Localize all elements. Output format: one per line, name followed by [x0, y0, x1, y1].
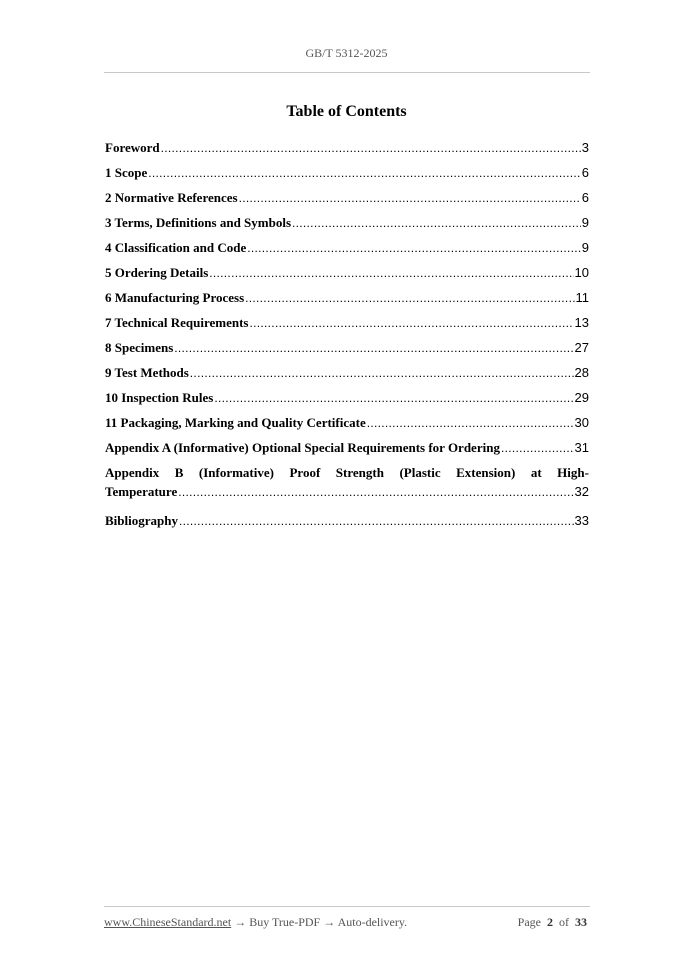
toc-word: B	[174, 465, 184, 480]
page-number	[518, 915, 587, 930]
toc-entry-page: 11	[575, 290, 589, 305]
toc-entry-label: 9 Test Methods	[105, 365, 189, 380]
toc-entry-page: 3	[581, 140, 589, 155]
toc-entry-page: 9	[581, 240, 589, 255]
toc-word: (Informative)	[198, 465, 274, 480]
dot-leader	[239, 190, 581, 206]
toc-entry-page: 10	[574, 265, 589, 280]
promo-text: → Buy True-PDF → Auto-delivery.	[231, 915, 408, 929]
of-word: of	[559, 915, 569, 929]
toc-entry-normative-references[interactable]	[105, 189, 589, 214]
toc-entry-label: 11 Packaging, Marking and Quality Certificate	[105, 415, 366, 430]
dot-leader	[179, 513, 574, 529]
dot-leader	[148, 165, 581, 181]
toc-entry-label: 2 Normative References	[105, 190, 238, 205]
toc-word: Strength	[335, 465, 384, 480]
toc-word: at	[530, 465, 542, 480]
toc-entry-page: 6	[581, 165, 589, 180]
toc-word: (Plastic	[399, 465, 441, 480]
dot-leader	[161, 140, 581, 156]
site-link[interactable]: www.ChineseStandard.net	[104, 915, 232, 929]
dot-leader	[501, 440, 574, 456]
toc-entry-manufacturing-process[interactable]	[105, 289, 589, 314]
dot-leader	[247, 240, 581, 256]
toc-entry-label: 1 Scope	[105, 165, 148, 180]
toc-entry-page: 31	[574, 440, 589, 455]
toc-entry-label: Appendix A (Informative) Optional Special Requirements for Ordering	[105, 440, 500, 455]
page-footer	[104, 915, 587, 930]
toc-entry-label: 6 Manufacturing Process	[105, 290, 245, 305]
toc-title: Table of Contents	[286, 103, 407, 120]
dot-leader	[190, 365, 574, 381]
toc-entry-page: 33	[574, 513, 589, 528]
toc-entry-label-line-1	[105, 464, 589, 483]
toc-entry-page: 32	[574, 484, 589, 499]
footer-promo	[104, 915, 407, 930]
dot-leader	[367, 415, 574, 431]
toc-word: Proof	[289, 465, 321, 480]
toc-entry-terms-definitions[interactable]	[105, 214, 589, 239]
toc-entry-label: 5 Ordering Details	[105, 265, 209, 280]
toc-entry-label: 10 Inspection Rules	[105, 390, 214, 405]
toc-entry-technical-requirements[interactable]	[105, 314, 589, 339]
toc-list	[105, 139, 589, 537]
toc-entry-page: 6	[581, 190, 589, 205]
toc-entry-label: 7 Technical Requirements	[105, 315, 249, 330]
dot-leader	[174, 340, 573, 356]
page-word: Page	[517, 915, 541, 929]
toc-word: High-	[557, 465, 589, 480]
toc-entry-page: 9	[581, 215, 589, 230]
toc-entry-inspection-rules[interactable]	[105, 389, 589, 414]
toc-word: Appendix	[105, 465, 160, 480]
toc-entry-page: 28	[574, 365, 589, 380]
header-divider	[104, 72, 590, 73]
toc-entry-scope[interactable]	[105, 164, 589, 189]
total-pages: 33	[575, 915, 587, 929]
dot-leader	[245, 290, 574, 306]
toc-entry-label: 8 Specimens	[105, 340, 174, 355]
dot-leader	[250, 315, 574, 331]
toc-entry-label: Bibliography	[105, 513, 178, 528]
toc-entry-packaging-marking[interactable]	[105, 414, 589, 439]
toc-entry-page: 13	[574, 315, 589, 330]
toc-entry-page: 29	[574, 390, 589, 405]
toc-entry-page: 30	[574, 415, 589, 430]
dot-leader	[178, 484, 573, 500]
toc-entry-label: 4 Classification and Code	[105, 240, 247, 255]
toc-entry-appendix-b[interactable]	[105, 464, 589, 512]
toc-entry-label-line-2: Temperature	[105, 484, 178, 499]
toc-entry-test-methods[interactable]	[105, 364, 589, 389]
document-code-header: GB/T 5312-2025	[305, 46, 388, 60]
toc-entry-bibliography[interactable]	[105, 512, 589, 537]
dot-leader	[292, 215, 581, 231]
toc-entry-appendix-a[interactable]	[105, 439, 589, 464]
toc-entry-label: Foreword	[105, 140, 160, 155]
footer-divider	[104, 906, 590, 907]
toc-word: Extension)	[456, 465, 516, 480]
toc-entry-specimens[interactable]	[105, 339, 589, 364]
toc-entry-ordering-details[interactable]	[105, 264, 589, 289]
current-page: 2	[547, 915, 553, 929]
toc-entry-page: 27	[574, 340, 589, 355]
toc-entry-classification[interactable]	[105, 239, 589, 264]
toc-entry-foreword[interactable]	[105, 139, 589, 164]
toc-entry-label: 3 Terms, Definitions and Symbols	[105, 215, 292, 230]
dot-leader	[209, 265, 573, 281]
dot-leader	[214, 390, 573, 406]
